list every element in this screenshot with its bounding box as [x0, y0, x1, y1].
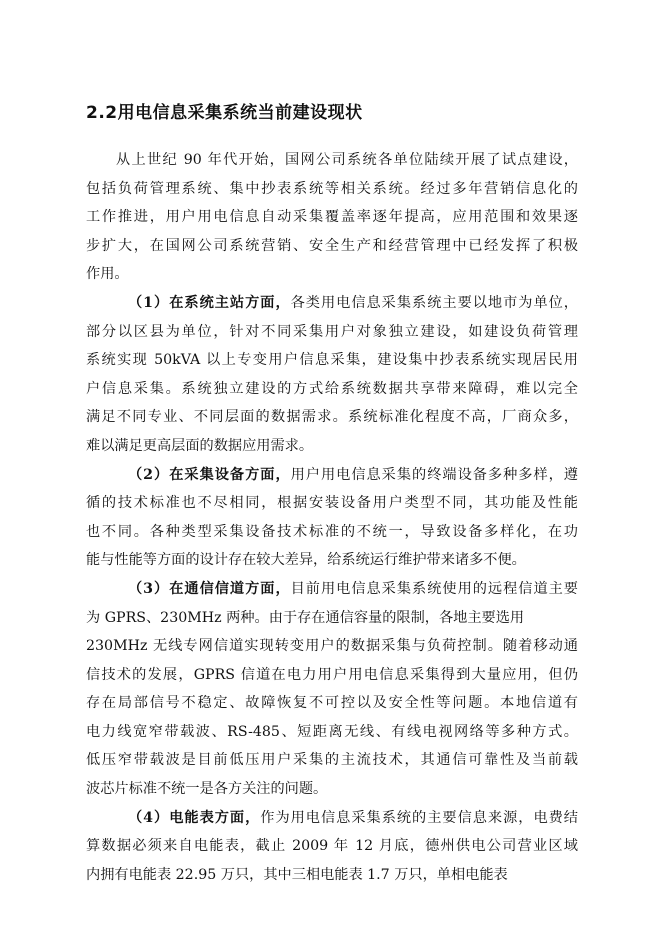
text-line: 波芯片标准不统一是各方关注的问题。: [86, 781, 328, 798]
paragraph-electricity-meters: [86, 804, 578, 890]
text-line: 满足不同专业、不同层面的数据需求。系统标准化程度不高，厂商众多，: [86, 409, 578, 426]
paragraph-master-station: [86, 289, 578, 461]
text-line: 信技术的发展，GPRS 信道在电力用户用电信息采集得到大量应用，但仍: [86, 666, 578, 683]
document-body: [86, 146, 578, 889]
paragraph-collection-devices: [86, 461, 578, 575]
line-text: 目前用电信息采集系统使用的远程信道主要: [290, 580, 578, 597]
text-line: 为 GPRS、230MHz 两种。由于存在通信容量的限制，各地主要选用: [86, 609, 525, 626]
text-line: 存在局部信号不稳定、故障恢复不可控以及安全性等问题。本地信道有: [86, 695, 578, 712]
text-line: 算数据必须来自电能表，截止 2009 年 12 月底，德州供电公司营业区域: [86, 838, 578, 855]
text-line: 户信息采集。系统独立建设的方式给系统数据共享带来障碍，难以完全: [86, 380, 578, 397]
text-line: [86, 575, 578, 604]
paragraph-lead: （4）电能表方面，: [128, 809, 261, 826]
text-line: [86, 289, 578, 318]
text-line: 工作推进，用户用电信息自动采集覆盖率逐年提高，应用范围和效果逐: [86, 209, 578, 226]
line-text: 用户用电信息采集的终端设备多种多样，遵: [290, 466, 578, 483]
paragraph-lead: （1）在系统主站方面，: [128, 294, 291, 311]
line-text: 各类用电信息采集系统主要以地市为单位，: [290, 294, 578, 311]
text-line: 包括负荷管理系统、集中抄表系统等相关系统。经过多年营销信息化的: [86, 180, 578, 197]
text-line: 能与性能等方面的设计存在较大差异，给系统运行维护带来诸多不便。: [86, 552, 526, 569]
text-line: 低压窄带载波是目前低压用户采集的主流技术，其通信可靠性及当前载: [86, 752, 578, 769]
text-line: [86, 804, 578, 833]
text-line: 步扩大，在国网公司系统营销、安全生产和经营管理中已经发挥了积极: [86, 237, 578, 254]
paragraph-communication-channels: [86, 575, 578, 804]
text-line: [86, 461, 578, 490]
text-line: 也不同。各种类型采集设备技术标准的不统一，导致设备多样化，在功: [86, 523, 578, 540]
text-line: 作用。: [86, 266, 129, 283]
paragraph-lead: （2）在采集设备方面，: [128, 466, 291, 483]
text-line: 部分以区县为单位，针对不同采集用户对象独立建设，如建设负荷管理: [86, 323, 578, 340]
line-text: 作为用电信息采集系统的主要信息来源，电费结: [260, 809, 578, 826]
text-line: 从上世纪 90 年代开始，国网公司系统各单位陆续开展了试点建设，: [116, 152, 578, 168]
text-line: 内拥有电能表 22.95 万只，其中三相电能表 1.7 万只，单相电能表: [86, 866, 508, 883]
text-line: 难以满足更高层面的数据应用需求。: [86, 437, 314, 454]
paragraph-lead: （3）在通信信道方面，: [128, 580, 291, 597]
text-line: 系统实现 50kVA 以上专变用户信息采集，建设集中抄表系统实现居民用: [86, 352, 578, 369]
section-heading: 2.2用电信息采集系统当前建设现状: [86, 103, 363, 123]
paragraph-intro: [86, 146, 578, 289]
text-line: 电力线宽窄带载波、RS-485、短距离无线、有线电视网络等多种方式。: [86, 723, 578, 740]
text-line: 循的技术标准也不尽相同，根据安装设备用户类型不同，其功能及性能: [86, 495, 578, 512]
text-line: 230MHz 无线专网信道实现转变用户的数据采集与负荷控制。随着移动通: [86, 638, 578, 655]
